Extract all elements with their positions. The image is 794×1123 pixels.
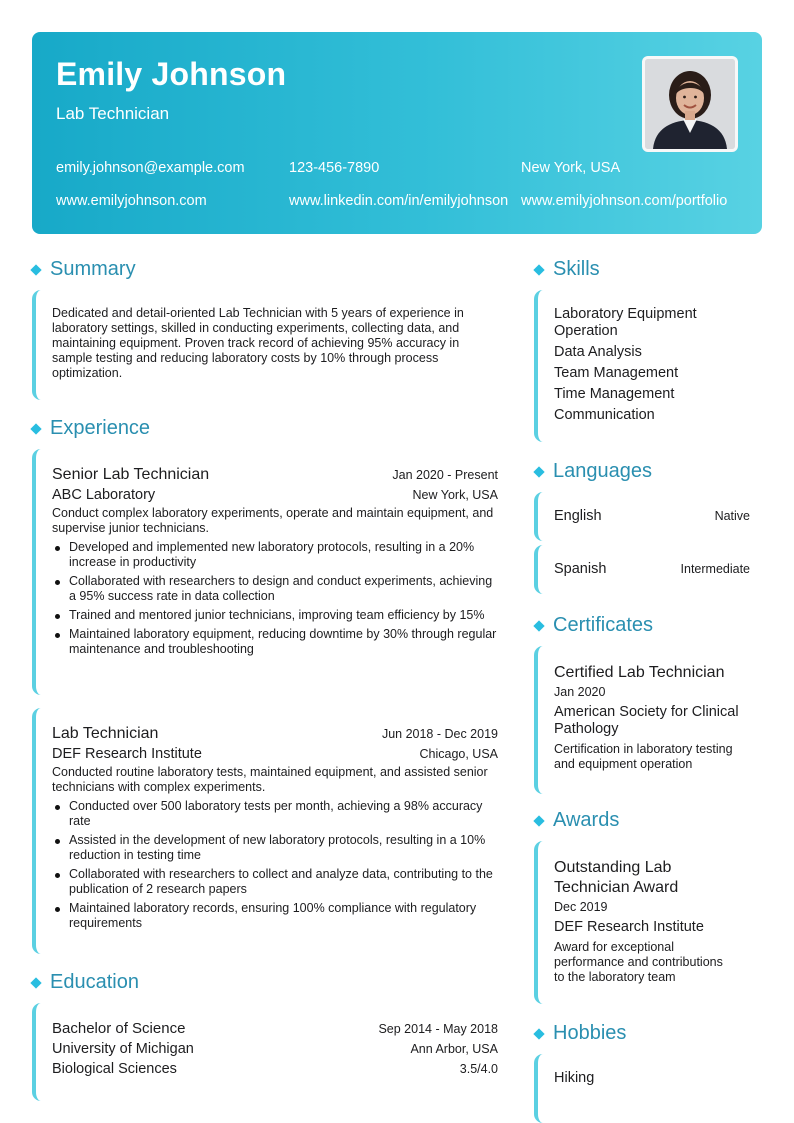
diamond-icon (533, 264, 544, 275)
school-location: Ann Arbor, USA (410, 1042, 498, 1056)
certificate-description: Certification in laboratory testing and equipment operation (554, 742, 733, 771)
achievement-item: Assisted in the development of new laboratory protocols, resulting in a 10% reduction in testing time (52, 833, 498, 863)
language-level: Native (714, 509, 750, 523)
field-of-study: Biological Sciences (52, 1061, 177, 1077)
experience-heading (31, 417, 150, 440)
award-date: Dec 2019 (554, 900, 608, 914)
award-description: Award for exceptional performance and contributions to the laboratory team (554, 940, 723, 984)
job-description: Conducted routine laboratory tests, maintained equipment, and assisted senior technicians with complex experiments. (52, 765, 488, 794)
achievement-item: Trained and mentored junior technicians, improving team efficiency by 15% (52, 608, 498, 623)
certificates-heading-text: Certificates (553, 614, 654, 636)
candidate-name: Emily Johnson (56, 56, 287, 92)
job-location: New York, USA (412, 488, 498, 502)
skills-block (534, 290, 756, 442)
location-text: New York, USA (521, 160, 621, 176)
hobbies-heading (534, 1022, 626, 1045)
hobby-item: Hiking (554, 1070, 595, 1086)
skills-heading (534, 258, 600, 281)
job-role: Lab Technician (52, 725, 159, 742)
skill-item: Team Management (554, 365, 679, 381)
languages-heading-text: Languages (553, 460, 652, 482)
awards-heading-text: Awards (553, 809, 620, 831)
hobbies-block (534, 1054, 756, 1123)
experience-title-row (52, 725, 498, 743)
school-name: University of Michigan (52, 1041, 194, 1057)
skill-item: Data Analysis (554, 344, 642, 360)
experience-heading-text: Experience (50, 417, 151, 439)
award-name: Outstanding Lab Technician Award (554, 859, 679, 896)
education-degree-row (52, 1020, 498, 1037)
profile-photo-image (645, 59, 735, 149)
experience-item (32, 708, 502, 954)
email-link[interactable]: emily.johnson@example.com (56, 160, 245, 176)
diamond-icon (533, 620, 544, 631)
job-description: Conduct complex laboratory experiments, operate and maintain equipment, and supervise junior technicians. (52, 506, 494, 535)
award-item (534, 841, 756, 1004)
experience-title-row (52, 466, 498, 484)
language-item (534, 545, 756, 594)
certificate-name: Certified Lab Technician (554, 664, 725, 681)
diamond-icon (30, 264, 41, 275)
diamond-icon (533, 815, 544, 826)
profile-photo (642, 56, 738, 152)
job-dates: Jan 2020 - Present (392, 468, 498, 482)
education-block (32, 1003, 502, 1101)
language-name: Spanish (554, 561, 607, 577)
education-school-row (52, 1041, 498, 1057)
summary-text: Dedicated and detail-oriented Lab Technician with 5 years of experience in laboratory settings, skilled in conducting experiments, collecting data, and maintaining equipment. Proven track record of achieving 95% accuracy in sample testing and reducing laboratory costs by 10% through process optimization. (52, 306, 464, 380)
certificate-date: Jan 2020 (554, 685, 606, 699)
achievement-item: Maintained laboratory records, ensuring 100% compliance with regulatory requirements (52, 901, 498, 931)
certificate-item (534, 646, 756, 794)
company-name: DEF Research Institute (52, 746, 202, 762)
education-heading (31, 971, 139, 994)
resume-header (32, 32, 762, 234)
skill-item: Time Management (554, 386, 675, 402)
award-issuer: DEF Research Institute (554, 919, 704, 935)
summary-heading (31, 258, 136, 281)
awards-heading (534, 809, 619, 832)
job-title: Lab Technician (56, 104, 170, 123)
job-role: Senior Lab Technician (52, 466, 210, 483)
summary-heading-text: Summary (50, 258, 136, 280)
achievement-item: Conducted over 500 laboratory tests per month, achieving a 98% accuracy rate (52, 799, 498, 829)
portfolio-link[interactable]: www.emilyjohnson.com/portfolio (521, 193, 728, 209)
achievement-item: Collaborated with researchers to collect and analyze data, contributing to the publication of 2 research papers (52, 867, 498, 897)
job-achievements (52, 799, 498, 931)
diamond-icon (30, 977, 41, 988)
diamond-icon (533, 1028, 544, 1039)
experience-item (32, 449, 502, 695)
job-dates: Jun 2018 - Dec 2019 (381, 727, 498, 741)
certificates-heading (534, 614, 653, 637)
diamond-icon (533, 466, 544, 477)
diamond-icon (30, 423, 41, 434)
job-location: Chicago, USA (419, 747, 498, 761)
achievement-item: Developed and implemented new laboratory protocols, resulting in a 20% increase in productivity (52, 540, 498, 570)
experience-company-row (52, 746, 498, 762)
degree-name: Bachelor of Science (52, 1020, 186, 1037)
summary-block (32, 290, 502, 400)
skill-item: Communication (554, 407, 655, 423)
language-level: Intermediate (680, 562, 750, 576)
phone-number: 123-456-7890 (289, 160, 380, 176)
education-dates: Sep 2014 - May 2018 (378, 1022, 498, 1036)
job-achievements (52, 540, 498, 657)
company-name: ABC Laboratory (52, 487, 156, 503)
experience-company-row (52, 487, 498, 503)
education-field-row (52, 1061, 498, 1077)
languages-heading (534, 460, 652, 483)
skills-heading-text: Skills (553, 258, 600, 280)
linkedin-link[interactable]: www.linkedin.com/in/emilyjohnson (289, 193, 509, 209)
language-item (534, 492, 756, 541)
certificate-issuer: American Society for Clinical Pathology (554, 704, 739, 737)
achievement-item: Maintained laboratory equipment, reducing downtime by 30% through regular maintenance and troubleshooting (52, 627, 498, 657)
website-link[interactable]: www.emilyjohnson.com (56, 193, 207, 209)
hobbies-heading-text: Hobbies (553, 1022, 627, 1044)
achievement-item: Collaborated with researchers to design and conduct experiments, achieving a 95% success rate in data collection (52, 574, 498, 604)
gpa: 3.5/4.0 (459, 1062, 498, 1076)
education-heading-text: Education (50, 971, 139, 993)
skill-item: Laboratory Equipment Operation (554, 306, 697, 339)
language-name: English (554, 508, 602, 524)
